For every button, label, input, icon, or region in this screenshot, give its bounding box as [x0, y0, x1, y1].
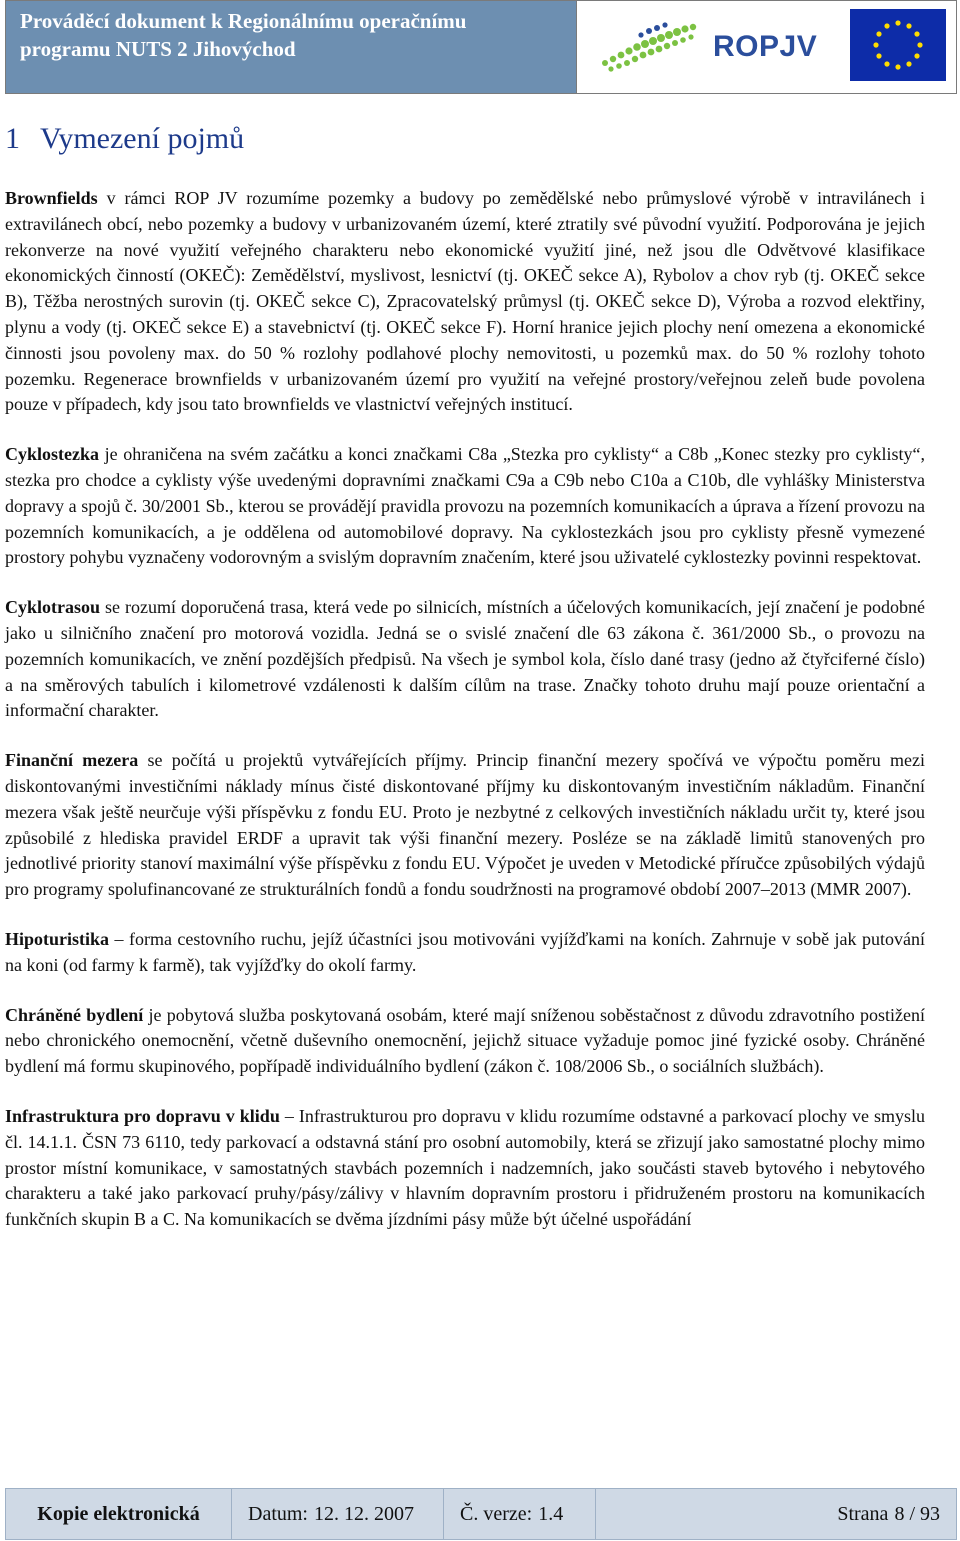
- footer-copy-type: Kopie elektronická: [6, 1489, 232, 1539]
- definition-term: Brownfields: [5, 188, 98, 208]
- footer-page-label: Strana: [837, 1502, 889, 1525]
- footer-page-value: 8 / 93: [894, 1502, 940, 1525]
- definition-term: Cyklotrasou: [5, 597, 101, 618]
- footer-date-value: 12. 12. 2007: [314, 1502, 414, 1525]
- definition-chranene-bydleni: [5, 1003, 925, 1080]
- definition-cyklostezka: [5, 442, 925, 571]
- eu-flag-icon: [850, 9, 946, 81]
- definition-term: Infrastruktura pro dopravu v klidu: [5, 1105, 280, 1126]
- definition-term: Hipoturistika: [5, 928, 110, 949]
- definition-text: je ohraničena na svém začátku a konci značkami C8a „Stezka pro cyklisty“ a C8b „Konec stezky pro cyklisty“, stezka pro chodce a cyklisty výše uvedenými dopravními značkami C9a a C9b nebo C10a a C10b, dle vyhlášky Ministerstva dopravy a spojů č. 30/2001 Sb., kterou se provádějí pravidla provozu na pozemních komunikacích a úprava a řízení provozu na pozemních komunikacích, a je oddělena od automobilové dopravy. Na cyklostezkách jsou pro cyklisty přesně vymezené prostory pohybu vyznačeny vodorovným a svislým dopravním značením, které jsou uživatelé cyklostezky povinni respektovat.: [5, 444, 925, 568]
- document-body: [5, 122, 925, 1257]
- definition-brownfields: [5, 186, 925, 418]
- definition-term: Cyklostezka: [5, 444, 99, 465]
- document-title-line2: programu NUTS 2 Jihovýchod: [20, 37, 296, 61]
- footer-version-label: Č. verze:: [460, 1502, 533, 1525]
- rop-jv-logo: [597, 19, 817, 75]
- definition-text: se počítá u projektů vytvářejících příjmy. Princip finanční mezery spočívá ve výpočtu poměru mezi diskontovanými investičními náklady mínus čisté diskontované příjmy ku diskontovaným investičním nákladům. Finanční mezera však ještě neurčuje výši příspěvku z fondu EU. Proto je nezbytné z celkových investičních nákladu určit ty, které jsou způsobilé z hlediska pravidel ERDF a upravit tak výši finanční mezery. Posléze se na základě limitů stanovených pro jednotlivé priority stanoví maximální výše příspěvku z fondu EU. Výpočet je uveden v Metodické příručce způsobilých výdajů pro programy spolufinancované ze strukturálních fondů a fondu soudržnosti na programové období 2007–2013 (MMR 2007).: [5, 750, 925, 900]
- footer-version: [444, 1489, 596, 1539]
- definition-text: se rozumí doporučená trasa, která vede po silnicích, místních a účelových komunikacích, její značení je podobné jako u silničního značení pro motorová vozidla. Jedná se o svislé značení dle 63 zákona č. 361/2000 Sb., o provozu na pozemních komunikacích, ve znění pozdějších předpisů. Na všech je symbol kola, číslo dané trasy (jedno až čtyřciferné číslo) a na směrových tabulích i kilometrové vzdálenosti k dalším cílům na trase. Značky tohoto druhu mají pouze orientační a informační charakter.: [5, 597, 925, 721]
- footer-date-label: Datum:: [248, 1502, 308, 1525]
- definition-text: – Infrastrukturou pro dopravu v klidu rozumíme odstavné a parkovací plochy ve smyslu čl. 14.1.1. ČSN 73 6110, tedy parkovací a odstavná stání pro osobní automobily, která se zřizují jako samostatné plochy mimo prostor místní komunikace, v samostatných stavbách pozemních i nadzemních, jako součásti staveb bytového i nebytového charakteru a také jako parkovací pruhy/pásy/zálivy v hlavním dopravním prostoru i přidruženém prostoru na komunikacích funkčních skupin B a C. Na komunikacích se dvěma jízdními pásy může být účelné uspořádání: [5, 1105, 926, 1230]
- logo-area: [576, 1, 956, 93]
- section-title: Vymezení pojmů: [40, 122, 245, 155]
- definition-text: je pobytová služba poskytovaná osobám, které mají sníženou soběstačnost z důvodu zdravotního postižení nebo chronického onemocnění, včetně duševního onemocnění, jejichž situace vyžaduje pomoc jiné fyzické osoby. Chráněné bydlení má formu skupinového, popřípadě individuálního bydlení (zákon č. 108/2006 Sb., o sociálních službách).: [5, 1004, 925, 1077]
- definition-text: – forma cestovního ruchu, jejíž účastníci jsou motivováni vyjížďkami na koních. Zahrnuje v sobě jak putování na koni (od farmy k farmě), tak vyjížďky do okolí farmy.: [5, 928, 925, 975]
- section-number: 1: [5, 122, 20, 155]
- footer-date: [232, 1489, 444, 1539]
- document-header: [5, 0, 957, 94]
- definition-cyklotrasa: [5, 595, 925, 724]
- rop-jv-logo-text: ROPJV: [713, 30, 818, 63]
- footer-version-value: 1.4: [538, 1502, 564, 1525]
- definition-financni-mezera: [5, 748, 925, 903]
- definition-hipoturistika: [5, 927, 925, 979]
- definition-infrastruktura: [5, 1104, 925, 1233]
- section-heading: [5, 122, 925, 156]
- definition-term: Finanční mezera: [5, 750, 139, 771]
- definition-text: v rámci ROP JV rozumíme pozemky a budovy po zemědělské nebo průmyslové výrobě v intravilánech i extravilánech obcí, nebo pozemky a budovy v urbanizovaném území, které ztratily své původní využití. Podporována je jejich rekonverze na nové využití veřejného charakteru nebo ekonomické využití jiné, než jsou dle Odvětvové klasifikace ekonomických činností (OKEČ): Zemědělství, myslivost, lesnictví (tj. OKEČ sekce A), Rybolov a chov ryb (tj. OKEČ sekce B), Těžba nerostných surovin (tj. OKEČ sekce C), Zpracovatelský průmysl (tj. OKEČ sekce D), Výroba a rozvod elektřiny, plynu a vody (tj. OKEČ sekce E) a stavebnictví (tj. OKEČ sekce F). Horní hranice jejich plochy není omezena a ekonomické činnosti jsou povoleny max. do 50 % rozlohy podlahové plochy nemovitosti, u pozemků max. do 50 % rozlohy tohoto pozemku. Regenerace brownfields v urbanizovaném území pro využití na veřejné prostory/veřejnou zeleň bude povolena pouze v případech, kdy jsou tato brownfields ve vlastnictví veřejných institucí.: [5, 188, 925, 415]
- document-footer: [5, 1488, 957, 1540]
- definition-term: Chráněné bydlení: [5, 1004, 144, 1025]
- document-title-line1: Prováděcí dokument k Regionálnímu operačnímu: [20, 9, 467, 33]
- document-title: [6, 1, 576, 93]
- rop-jv-logo-icon: [597, 19, 705, 75]
- footer-page: [596, 1489, 956, 1539]
